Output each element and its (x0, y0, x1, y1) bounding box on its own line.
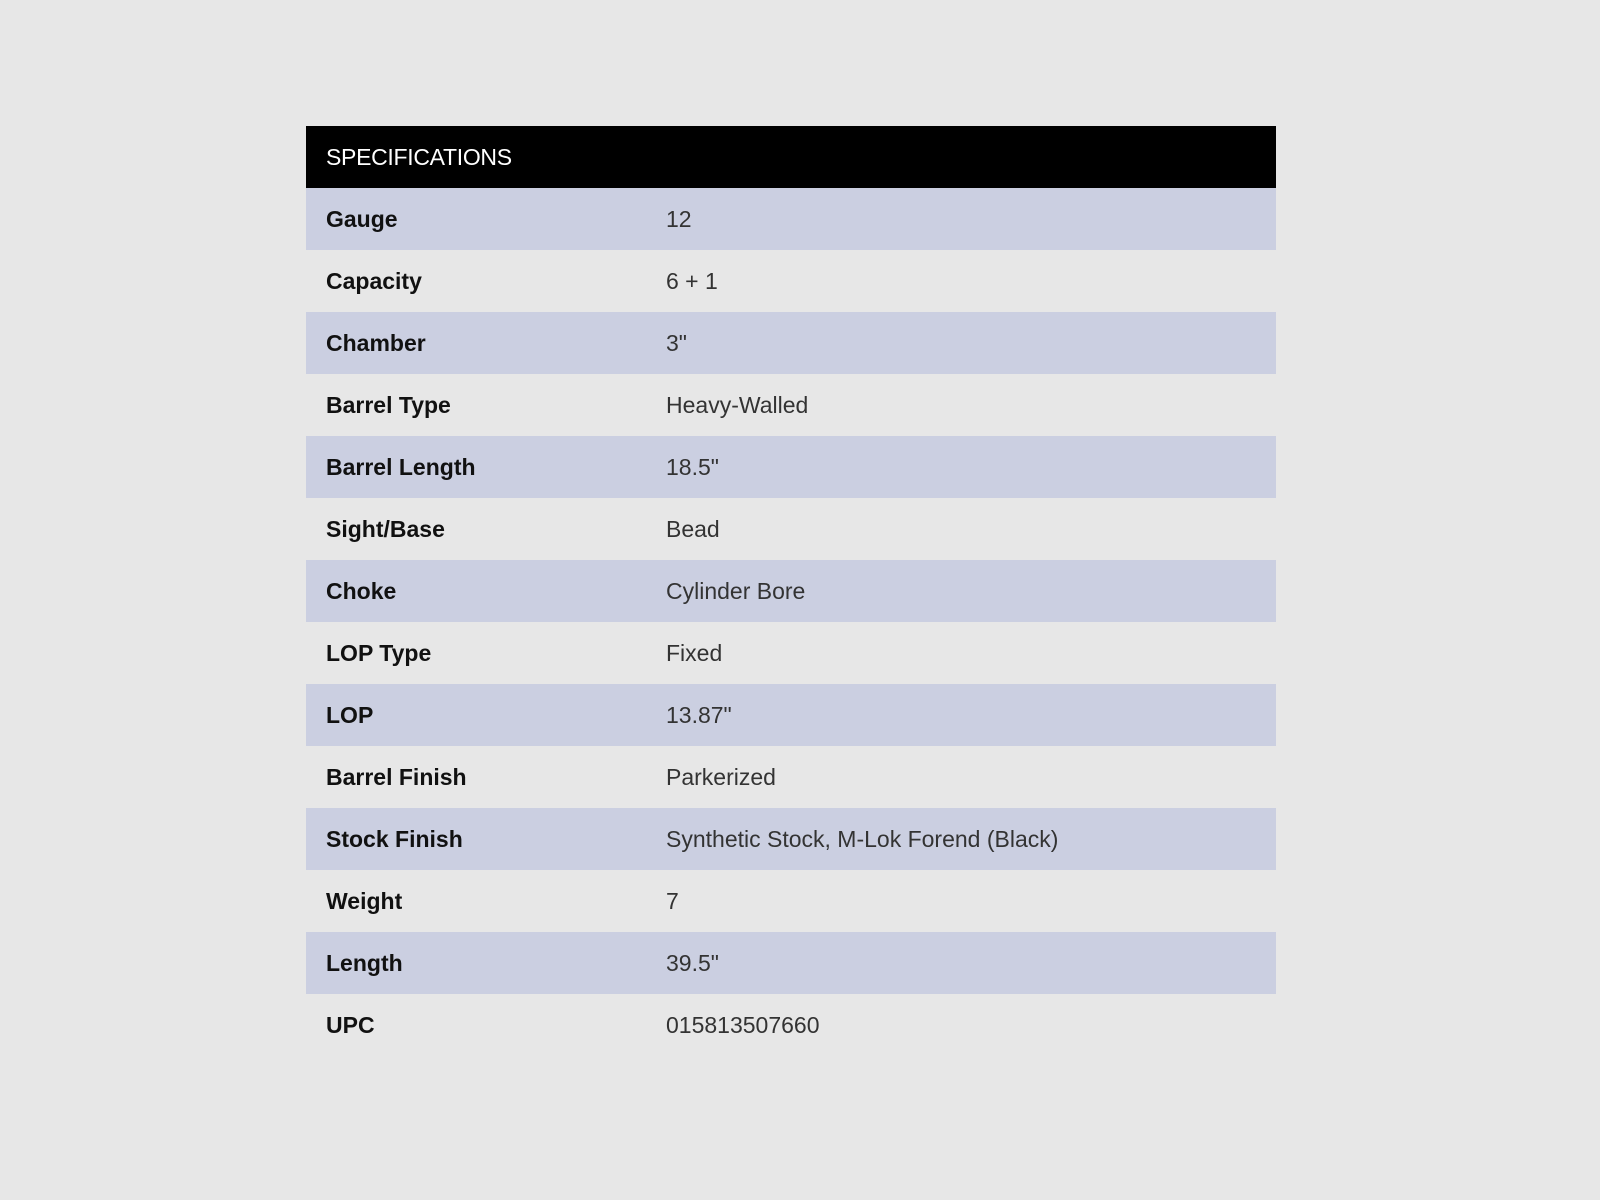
specifications-table (306, 126, 1276, 1056)
row-label: Barrel Length (326, 453, 476, 480)
row-value: 7 (666, 887, 679, 914)
table-row-barrel-finish (306, 746, 1276, 808)
row-value: 015813507660 (666, 1011, 820, 1038)
row-label: Stock Finish (326, 825, 463, 852)
row-value: 39.5" (666, 949, 719, 976)
row-value: 18.5" (666, 453, 719, 480)
row-value: 12 (666, 205, 692, 232)
table-title: SPECIFICATIONS (326, 143, 512, 170)
table-row-choke (306, 560, 1276, 622)
row-label: LOP (326, 701, 374, 728)
row-value: Heavy-Walled (666, 391, 809, 418)
row-value: Cylinder Bore (666, 577, 806, 604)
table-row-barrel-length (306, 436, 1276, 498)
row-label: Gauge (326, 205, 398, 232)
table-row-capacity (306, 250, 1276, 312)
row-value: Fixed (666, 639, 723, 666)
row-label: Capacity (326, 267, 422, 294)
row-value: 6 + 1 (666, 267, 718, 294)
table-row-weight (306, 870, 1276, 932)
table-row-chamber (306, 312, 1276, 374)
row-label: LOP Type (326, 639, 432, 666)
row-label: UPC (326, 1011, 375, 1038)
row-value: 13.87" (666, 701, 732, 728)
table-row-sight-base (306, 498, 1276, 560)
table-header (306, 126, 1276, 188)
table-row-lop-type (306, 622, 1276, 684)
row-label: Weight (326, 887, 403, 914)
table-row-length (306, 932, 1276, 994)
row-value: 3" (666, 329, 687, 356)
table-row-gauge (306, 188, 1276, 250)
row-label: Chamber (326, 329, 426, 356)
row-label: Barrel Type (326, 391, 451, 418)
row-label: Sight/Base (326, 515, 445, 542)
row-label: Barrel Finish (326, 763, 467, 790)
table-row-barrel-type (306, 374, 1276, 436)
table-row-stock-finish (306, 808, 1276, 870)
row-label: Choke (326, 577, 397, 604)
row-label: Length (326, 949, 403, 976)
row-value: Bead (666, 515, 720, 542)
table-row-lop (306, 684, 1276, 746)
row-value: Synthetic Stock, M-Lok Forend (Black) (666, 825, 1059, 852)
table-row-upc (306, 994, 1276, 1056)
row-value: Parkerized (666, 763, 776, 790)
